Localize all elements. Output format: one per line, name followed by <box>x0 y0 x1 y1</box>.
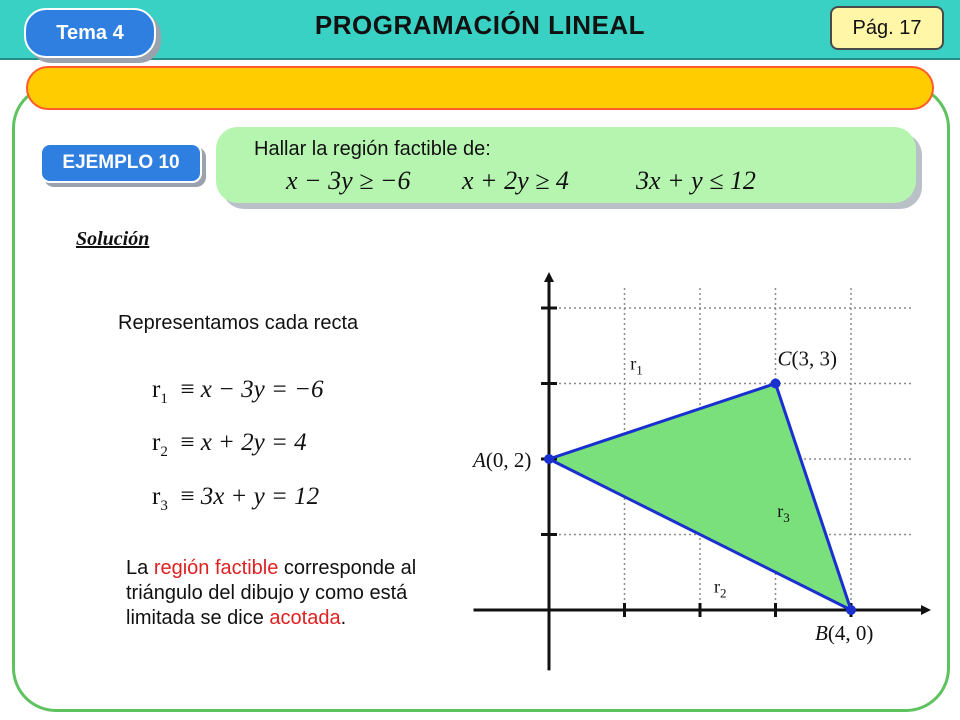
line-name: r <box>152 376 161 403</box>
vertex-letter: B <box>815 621 828 645</box>
feasible-region <box>549 384 851 611</box>
line-index: 2 <box>160 444 168 460</box>
solution-heading: Solución <box>76 228 150 250</box>
vertex-point-A <box>544 454 554 464</box>
vertex-letter: A <box>473 448 486 472</box>
vertex-coords: (3, 3) <box>791 346 838 371</box>
line-name: r <box>152 483 161 510</box>
vertex-label-A <box>471 448 531 472</box>
edge-label: $r_3$ <box>777 500 790 525</box>
edge-label: $r_2$ <box>714 576 727 601</box>
page-number-badge: Pág. 17 <box>830 6 944 50</box>
highlight-feasible-region: región factible <box>153 557 279 579</box>
vertex-point-B <box>846 605 856 615</box>
inequality-1: x − 3y ≥ −6 <box>286 166 411 195</box>
line-index: 3 <box>160 498 168 514</box>
example-badge: EJEMPLO 10 <box>40 143 202 183</box>
page-title: PROGRAMACIÓN LINEAL <box>314 10 646 40</box>
edge-label-index: 1 <box>636 362 643 378</box>
conclusion-part: . <box>340 607 347 629</box>
problem-intro: Hallar la región factible de: <box>254 138 491 160</box>
inequality-2: x + 2y ≥ 4 <box>462 166 569 195</box>
y-axis-arrow <box>544 272 554 282</box>
region-layer <box>549 384 851 611</box>
line-equation: x − 3y = −6 <box>200 376 324 403</box>
highlight-bounded: acotada <box>269 607 341 629</box>
line-equation: 3x + y = 12 <box>200 483 320 510</box>
vertex-coords: (4, 0) <box>827 621 874 645</box>
edge-label-index: 2 <box>720 585 727 601</box>
conclusion-part: La <box>126 557 154 579</box>
vertex-label-C <box>778 347 838 371</box>
represent-text: Representamos cada recta <box>118 312 359 334</box>
vertex-coords: (0, 2) <box>485 448 532 472</box>
line-equation: x + 2y = 4 <box>200 429 307 456</box>
x-axis-arrow <box>921 605 931 615</box>
equation-r3: $r_3 \equiv 3x + y = 12$ <box>152 483 320 514</box>
tema-badge: Tema 4 <box>24 8 156 58</box>
edge-label-index: 3 <box>783 509 790 525</box>
line-name: r <box>152 429 161 456</box>
vertex-label-B <box>815 621 873 645</box>
inequality-3: 3x + y ≤ 12 <box>636 166 756 195</box>
vertex-letter: C <box>777 346 792 371</box>
vertex-point-C <box>771 379 781 389</box>
equation-r1: $r_1 \equiv x - 3y = -6$ <box>152 376 324 407</box>
line-index: 1 <box>160 391 168 407</box>
conclusion-part: corresponde al triángulo del dibujo y como está limitada se dice <box>126 557 417 629</box>
equation-r2: $r_2 \equiv x + 2y = 4$ <box>152 429 307 460</box>
edge-label: $r_1$ <box>630 353 643 378</box>
